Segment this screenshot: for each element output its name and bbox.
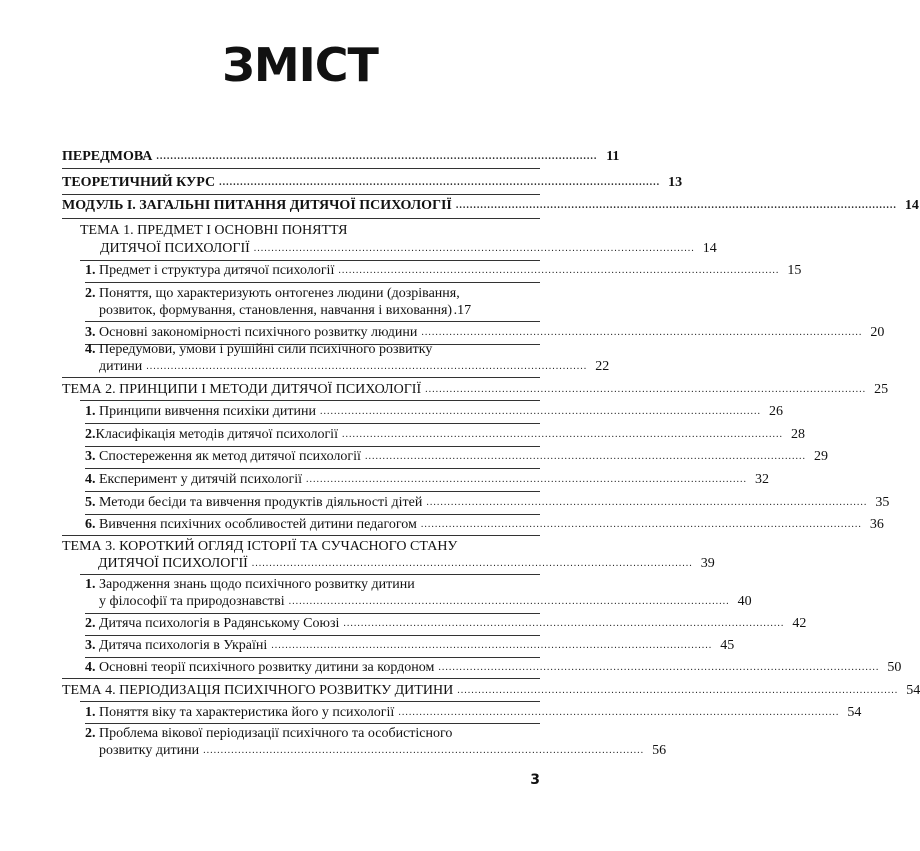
separator: [62, 168, 540, 169]
toc-page-number: 39: [700, 556, 715, 571]
toc-entry-topic-3[interactable]: [62, 555, 715, 572]
dot-leader: ..............................................................................................................................: [421, 327, 863, 338]
toc-entry-1-2-title[interactable]: [85, 285, 460, 302]
dot-leader: ..............................................................................................................................: [219, 177, 661, 188]
toc-page-number: 36: [869, 517, 884, 532]
toc-page-number: 42: [792, 616, 807, 631]
toc-entry-title-continuation: розвиток, формування, становлення, навчання і виховання): [99, 303, 453, 318]
item-number: 2.: [85, 427, 96, 442]
separator: [62, 218, 540, 219]
toc-entry-topic-4[interactable]: [62, 682, 920, 699]
item-number: 3.: [85, 325, 96, 340]
toc-page-number: .17: [453, 303, 472, 318]
toc-page-number: 40: [737, 594, 752, 609]
toc-entry-title-continuation: розвитку дитини: [99, 743, 200, 758]
toc-entry-theory-course[interactable]: [62, 174, 683, 191]
toc-entry-title: Методи бесіди та вивчення продуктів діяльності дітей: [99, 495, 423, 510]
separator: [80, 400, 540, 401]
toc-page-number: 14: [702, 241, 717, 256]
toc-entry-3-1-title[interactable]: [85, 576, 415, 593]
separator: [85, 657, 540, 658]
separator: [62, 194, 540, 195]
dot-leader: ..............................................................................................................................: [438, 662, 880, 673]
separator: [85, 514, 540, 515]
toc-entry-topic-3-title[interactable]: ТЕМА 3. КОРОТКИЙ ОГЛЯД ІСТОРІЇ ТА СУЧАСНОГО СТАНУ: [62, 539, 458, 554]
toc-entry-title: Основні теорії психічного розвитку дитини за кордоном: [99, 660, 435, 675]
toc-entry-title: Вивчення психічних особливостей дитини педагогом: [99, 517, 417, 532]
toc-entry-title: Передумови, умови і рушійні сили психічного розвитку: [99, 342, 433, 357]
dot-leader: ..............................................................................................................................: [320, 406, 762, 417]
toc-entry-title: Зародження знань щодо психічного розвитку дитини: [99, 577, 415, 592]
toc-entry-2-3[interactable]: [85, 448, 828, 465]
toc-entry-3-2[interactable]: [85, 615, 807, 632]
toc-entry-1-3[interactable]: [85, 324, 885, 341]
toc-page-number: 25: [874, 382, 889, 397]
item-number: 1.: [85, 263, 96, 278]
toc-page-number: 32: [755, 472, 769, 487]
toc-page-number: 50: [887, 660, 902, 675]
toc-entry-title: Дитяча психологія в Україні: [99, 638, 268, 653]
toc-entry-title: Предмет і структура дитячої психології: [99, 263, 335, 278]
item-number: 3.: [85, 638, 96, 653]
toc-entry-2-1[interactable]: [85, 403, 784, 420]
separator: [80, 701, 540, 702]
dot-leader: ..............................................................................................................................: [156, 151, 598, 162]
toc-entry-title: Основні закономірності психічного розвитку людини: [99, 325, 418, 340]
item-number: 6.: [85, 517, 96, 532]
toc-entry-1-1[interactable]: [85, 262, 802, 279]
dot-leader: ..............................................................................................................................: [420, 519, 862, 530]
dot-leader: ..............................................................................................................................: [343, 618, 785, 629]
toc-entry-topic-2[interactable]: [62, 381, 889, 398]
separator: [80, 574, 540, 575]
toc-page-number: 28: [790, 427, 805, 442]
toc-entry-title: ПЕРЕДМОВА: [62, 149, 153, 164]
dot-leader: ..............................................................................................................................: [288, 596, 730, 607]
toc-entry-title: Експеримент у дитячій психології: [99, 472, 302, 487]
toc-entry-title-continuation: ДИТЯЧОЇ ПСИХОЛОГІЇ: [98, 556, 248, 571]
toc-page-number: 13: [668, 175, 683, 190]
toc-entry-title: Дитяча психологія в Радянському Союзі: [99, 616, 340, 631]
separator: [85, 613, 540, 614]
page-number: 3: [530, 772, 540, 788]
item-number: 3.: [85, 449, 96, 464]
toc-page-number: 54: [847, 705, 862, 720]
toc-page-number: 22: [595, 359, 610, 374]
separator: [85, 635, 540, 636]
item-number: 4.: [85, 342, 96, 357]
item-number: 2.: [85, 616, 96, 631]
toc-entry-title-continuation: ДИТЯЧОЇ ПСИХОЛОГІЇ: [100, 241, 250, 256]
separator: [62, 377, 540, 378]
item-number: 1.: [85, 404, 96, 419]
dot-leader: ..............................................................................................................................: [341, 429, 783, 440]
page-title: ЗМІСТ: [222, 38, 378, 92]
dot-leader: ..............................................................................................................................: [271, 640, 713, 651]
item-number: 5.: [85, 495, 96, 510]
toc-entry-topic-1-title[interactable]: ТЕМА 1. ПРЕДМЕТ І ОСНОВНІ ПОНЯТТЯ: [80, 223, 348, 238]
item-number: 4.: [85, 660, 96, 675]
toc-entry-1-4-title[interactable]: [85, 341, 432, 358]
item-number: 1.: [85, 577, 96, 592]
toc-entry-foreword[interactable]: [62, 148, 620, 165]
toc-entry-4-2[interactable]: [85, 742, 667, 759]
toc-entry-module-1[interactable]: [62, 197, 919, 214]
item-number: 4.: [85, 472, 96, 487]
toc-entry-4-1[interactable]: [85, 704, 862, 721]
toc-page-number: 15: [787, 263, 802, 278]
item-number: 2.: [85, 726, 96, 741]
toc-entry-title: ТЕОРЕТИЧНИЙ КУРС: [62, 175, 216, 190]
toc-page-number: 35: [875, 495, 890, 510]
dot-leader: ..............................................................................................................................: [425, 384, 867, 395]
toc-entry-2-4[interactable]: [85, 471, 769, 488]
toc-entry-title: Поняття віку та характеристика його у психології: [99, 705, 395, 720]
dot-leader: ..............................................................................................................................: [457, 685, 899, 696]
dot-leader: ..............................................................................................................................: [251, 558, 693, 569]
toc-entry-1-4[interactable]: [85, 358, 610, 375]
item-number: 2.: [85, 286, 96, 301]
toc-entry-title: Спостереження як метод дитячої психології: [99, 449, 361, 464]
dot-leader: ..............................................................................................................................: [426, 497, 868, 508]
separator: [80, 260, 540, 261]
separator: [85, 321, 540, 322]
dot-leader: ..............................................................................................................................: [146, 361, 588, 372]
separator: [85, 423, 540, 424]
separator: [85, 282, 540, 283]
toc-entry-2-2[interactable]: [85, 426, 805, 443]
separator: [62, 678, 540, 679]
dot-leader: ..............................................................................................................................: [364, 451, 806, 462]
dot-leader: ..............................................................................................................................: [455, 200, 897, 211]
toc-page-number: 26: [769, 404, 784, 419]
toc-entry-title: ТЕМА 2. ПРИНЦИПИ І МЕТОДИ ДИТЯЧОЇ ПСИХОЛОГІЇ: [62, 382, 422, 397]
toc-entry-2-5[interactable]: [85, 494, 890, 511]
dot-leader: ..............................................................................................................................: [398, 707, 840, 718]
separator: [85, 491, 540, 492]
toc-entry-3-3[interactable]: [85, 637, 735, 654]
toc-entry-title: МОДУЛЬ І. ЗАГАЛЬНІ ПИТАННЯ ДИТЯЧОЇ ПСИХОЛОГІЇ: [62, 198, 452, 213]
separator: [62, 535, 540, 536]
toc-entry-3-1[interactable]: [85, 593, 752, 610]
toc-entry-3-4[interactable]: [85, 659, 902, 676]
toc-entry-title: ТЕМА 4. ПЕРІОДИЗАЦІЯ ПСИХІЧНОГО РОЗВИТКУ ДИТИНИ: [62, 683, 454, 698]
toc-page-number: 29: [813, 449, 828, 464]
toc-entry-title-continuation: дитини: [99, 359, 143, 374]
dot-leader: ..............................................................................................................................: [203, 745, 645, 756]
toc-entry-2-6[interactable]: [85, 516, 884, 533]
separator: [85, 446, 540, 447]
toc-entry-topic-1[interactable]: [80, 240, 717, 257]
dot-leader: ..............................................................................................................................: [338, 265, 780, 276]
toc-entry-title: Принципи вивчення психіки дитини: [99, 404, 317, 419]
toc-entry-1-2[interactable]: [85, 302, 540, 319]
item-number: 1.: [85, 705, 96, 720]
toc-page-number: 14: [904, 198, 919, 213]
toc-page-number: 11: [606, 149, 620, 164]
toc-page-number: 54: [906, 683, 920, 698]
separator: [85, 723, 540, 724]
toc-page-number: 20: [870, 325, 885, 340]
toc-entry-title: Класифікація методів дитячої психології: [95, 427, 338, 442]
toc-page-number: 45: [720, 638, 735, 653]
toc-entry-4-2-title[interactable]: [85, 725, 452, 742]
toc-page-number: 56: [652, 743, 667, 758]
toc-entry-title-continuation: у філософії та природознавстві: [99, 594, 285, 609]
dot-leader: ..............................................................................................................................: [306, 474, 747, 485]
separator: [85, 468, 540, 469]
toc-entry-title: Проблема вікової періодизації психічного та особистісного: [99, 726, 453, 741]
dot-leader: ..............................................................................................................................: [253, 243, 695, 254]
toc-entry-title: Поняття, що характеризують онтогенез людини (дозрівання,: [99, 286, 460, 301]
